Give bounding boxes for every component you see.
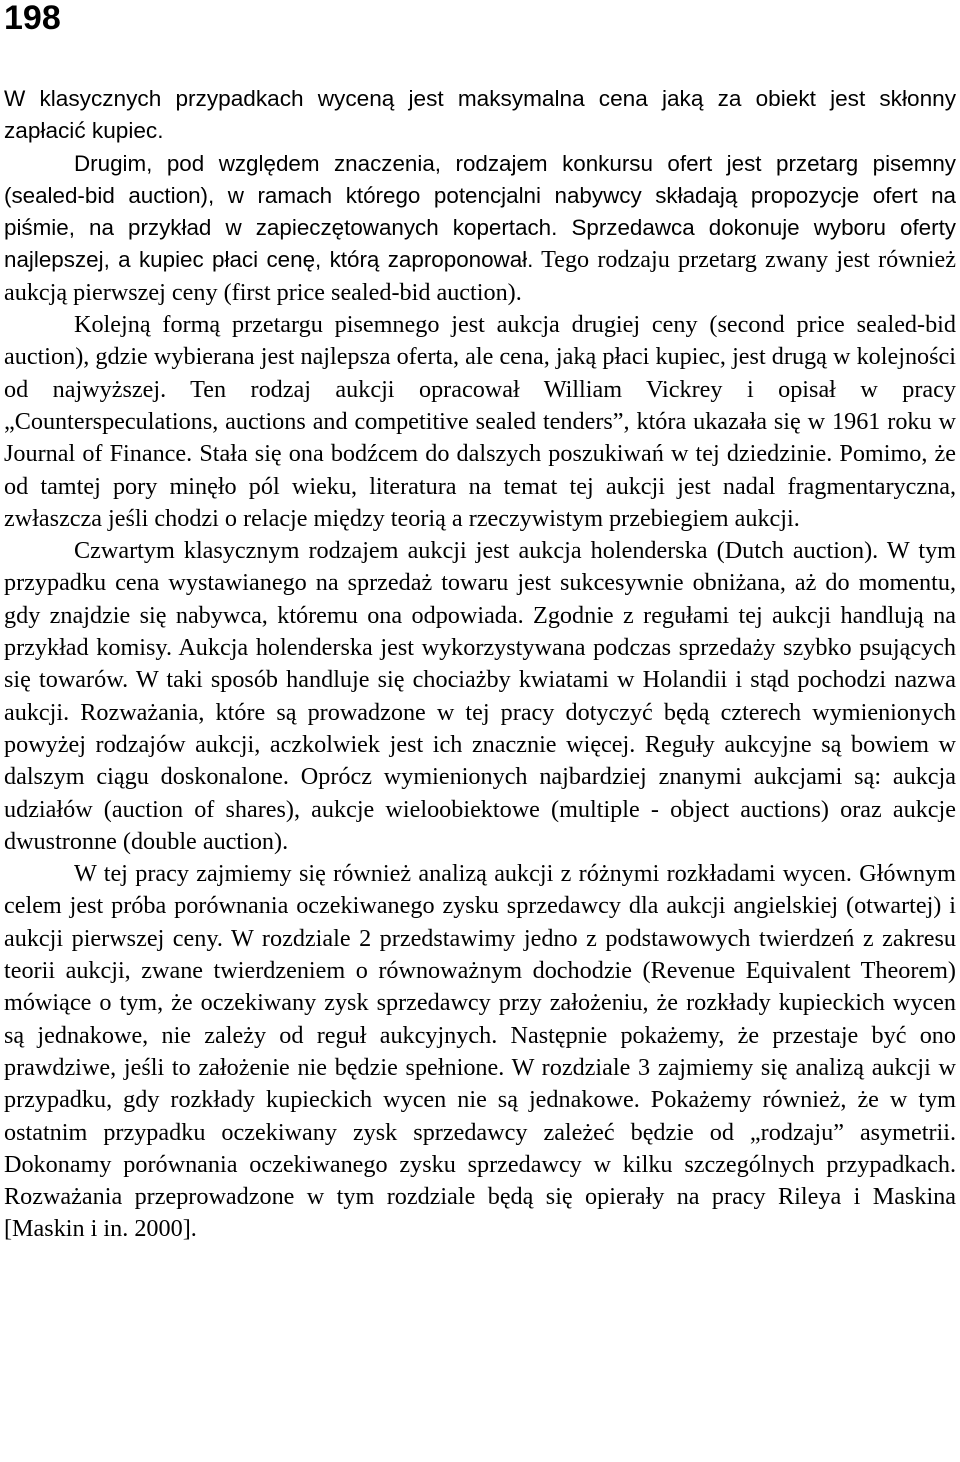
page-number: 198 [4, 0, 61, 37]
paragraph-1: W klasycznych przypadkach wyceną jest maksymalna cena jaką za obiekt jest skłonny zapłacić kupiec. [4, 86, 956, 144]
paragraph-2-part-2: Tego rodzaju przetarg zwany jest również aukcją pierwszej ceny (first price sealed-bid auction). [4, 246, 956, 306]
paragraph-5: W tej pracy zajmiemy się również analizą aukcji z różnymi rozkładami wycen. Głównym celem jest próba porównania oczekiwanego zysku sprzedawcy dla aukcji angielskiej (otwartej) i aukcji pierwszej ceny. W rozdziale 2 przedstawimy jedno z podstawowych twierdzeń z zakresu teorii aukcji, zwane twierdzeniem o równoważnym dochodzie (Revenue Equivalent Theorem) mówiące o tym, że oczekiwany zysk sprzedawcy przy założeniu, że rozkłady kupieckich wycen są jednakowe, nie zależy od reguł aukcyjnych. Następnie pokażemy, że przestaje być ono prawdziwe, jeśli to założenie nie będzie spełnione. W rozdziale 3 zajmiemy się analizą aukcji w przypadku, gdy rozkłady kupieckich wycen nie są jednakowe. Pokażemy również, że w tym ostatnim przypadku oczekiwany zysk sprzedawcy zależeć będzie od „rodzaju” asymetrii. Dokonamy porównania oczekiwanego zysku sprzedawcy w kilku szczególnych przypadkach. Rozważania przeprowadzone w tym rozdziale będą się opierały na pracy Rileya i Maskina [Maskin i in. 2000]. [4, 860, 956, 1243]
document-body [4, 83, 956, 1246]
paragraph-2 [4, 148, 956, 309]
paragraph-3: Kolejną formą przetargu pisemnego jest aukcja drugiej ceny (second price sealed-bid auction), gdzie wybierana jest najlepsza oferta, ale cena, jaką płaci kupiec, jest drugą w kolejności od najwyższej. Ten rodzaj aukcji opracował William Vickrey i opisał w pracy „Counterspeculations, auctions and competitive sealed tenders”, która ukazała się w 1961 roku w Journal of Finance. Stała się ona bodźcem do dalszych poszukiwań w tej dziedzinie. Pomimo, że od tamtej pory minęło pól wieku, literatura na temat tej aukcji jest nadal fragmentaryczna, zwłaszcza jeśli chodzi o relacje między teorią a rzeczywistym przebiegiem aukcji. [4, 311, 956, 532]
paragraph-4: Czwartym klasycznym rodzajem aukcji jest aukcja holenderska (Dutch auction). W tym przypadku cena wystawianego na sprzedaż towaru jest sukcesywnie obniżana, aż do momentu, gdy znajdzie się nabywca, któremu ona odpowiada. Zgodnie z regułami tej aukcji handlują na przykład komisy. Aukcja holenderska jest wykorzystywana podczas sprzedaży szybko psujących się towarów. W taki sposób handluje się chociażby kwiatami w Holandii i stąd pochodzi nazwa aukcji. Rozważania, które są prowadzone w tej pracy dotyczyć będą czterech wymienionych powyżej rodzajów aukcji, aczkolwiek jest ich znacznie więcej. Reguły aukcyjne są bowiem w dalszym ciągu doskonalone. Oprócz wymienionych najbardziej znanymi aukcjami są: aukcja udziałów (auction of shares), aukcje wieloobiektowe (multiple - object auctions) oraz aukcje dwustronne (double auction). [4, 537, 956, 855]
paragraph-2-part-1: Drugim, pod względem znaczenia, rodzajem konkursu ofert jest przetarg pisemny (sealed-bid auction), w ramach którego potencjalni nabywcy składają propozycje ofert na piśmie, na przykład w zapieczętowanych kopertach. Sprzedawca dokonuje wyboru oferty najlepszej, a kupiec płaci cenę, którą zaproponował. [4, 150, 956, 273]
